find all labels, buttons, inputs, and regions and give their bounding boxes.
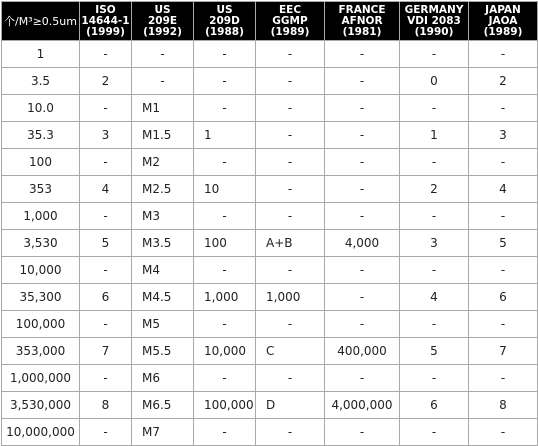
class-cell: - [325,419,400,446]
table-row [2,41,538,68]
class-cell: C [256,338,325,365]
table-row [2,95,538,122]
header-standard-4 [256,2,325,41]
class-cell: 7 [80,338,132,365]
concentration-cell: 10.0 [2,95,80,122]
table-row [2,284,538,311]
header-particle-concentration [2,2,80,41]
header-line: (1999) [86,25,125,38]
concentration-cell: 35.3 [2,122,80,149]
header-line: JAPAN [485,3,521,16]
header-line: (1989) [483,25,523,38]
class-cell: - [400,95,469,122]
class-cell: 1 [400,122,469,149]
class-cell: - [469,41,538,68]
class-cell: A+B [256,230,325,257]
class-cell: M2.5 [132,176,194,203]
header-line: EEC [278,3,302,16]
class-cell: 6 [80,284,132,311]
class-cell: - [400,419,469,446]
header-line: 个/M³≥0.5um [3,14,77,28]
header-line: 209D [209,14,240,27]
concentration-cell: 1,000 [2,203,80,230]
concentration-cell: 3,530,000 [2,392,80,419]
class-cell: 6 [469,284,538,311]
class-cell: - [400,149,469,176]
class-cell: 2 [469,68,538,95]
class-cell: - [325,311,400,338]
header-line: (1989) [270,25,310,38]
header-line: (1992) [143,25,182,38]
class-cell: - [132,41,194,68]
class-cell: 3 [80,122,132,149]
table-body [2,41,538,446]
class-cell: - [80,419,132,446]
class-cell: 3 [469,122,538,149]
class-cell: - [80,257,132,284]
class-cell: - [256,365,325,392]
class-cell: - [325,257,400,284]
class-cell: - [325,122,400,149]
class-cell: - [194,365,256,392]
class-cell: 1,000 [256,284,325,311]
class-cell: M6 [132,365,194,392]
header-standard-7 [469,2,538,41]
class-cell: 100 [194,230,256,257]
class-cell: - [256,203,325,230]
class-cell: 2 [400,176,469,203]
class-cell: 4 [469,176,538,203]
table-row [2,122,538,149]
header-line: (1988) [205,25,244,38]
class-cell: - [469,365,538,392]
class-cell: M4 [132,257,194,284]
class-cell: - [194,149,256,176]
table-row [2,338,538,365]
class-cell: 400,000 [325,338,400,365]
class-cell: - [256,257,325,284]
table-row [2,203,538,230]
class-cell: 8 [80,392,132,419]
class-cell: 5 [80,230,132,257]
class-cell: - [469,203,538,230]
class-cell: 4 [400,284,469,311]
class-cell: 5 [400,338,469,365]
class-cell: M3 [132,203,194,230]
header-line: AFNOR [341,14,383,27]
concentration-cell: 3,530 [2,230,80,257]
class-cell: M5.5 [132,338,194,365]
table-row [2,68,538,95]
class-cell: M1.5 [132,122,194,149]
class-cell: 3 [400,230,469,257]
header-standard-1 [80,2,132,41]
class-cell: - [325,41,400,68]
concentration-cell: 10,000,000 [2,419,80,446]
class-cell: - [469,311,538,338]
header-line: ISO [95,3,116,16]
header-line: VDI 2083 [407,14,461,27]
header-standard-5 [325,2,400,41]
concentration-cell: 353,000 [2,338,80,365]
class-cell: M7 [132,419,194,446]
table-row [2,365,538,392]
concentration-cell: 100 [2,149,80,176]
header-line: US [216,3,233,16]
class-cell: 5 [469,230,538,257]
class-cell: - [325,176,400,203]
header-line: 209E [147,14,178,27]
class-cell: - [325,68,400,95]
concentration-cell: 353 [2,176,80,203]
class-cell: 0 [400,68,469,95]
class-cell: 10,000 [194,338,256,365]
class-cell: - [194,257,256,284]
class-cell: 7 [469,338,538,365]
class-cell: - [256,95,325,122]
concentration-cell: 1 [2,41,80,68]
table-row [2,419,538,446]
class-cell: 2 [80,68,132,95]
header-line: 14644-1 [81,14,130,27]
concentration-cell: 1,000,000 [2,365,80,392]
class-cell: - [400,203,469,230]
header-line: (1990) [414,25,454,38]
class-cell: - [469,257,538,284]
class-cell: - [400,311,469,338]
class-cell: - [256,122,325,149]
class-cell: - [194,419,256,446]
class-cell: - [325,149,400,176]
class-cell: - [400,41,469,68]
class-cell: 1,000 [194,284,256,311]
class-cell: M1 [132,95,194,122]
class-cell: - [256,41,325,68]
class-cell: - [469,95,538,122]
concentration-cell: 10,000 [2,257,80,284]
class-cell: - [325,95,400,122]
class-cell: - [80,41,132,68]
class-cell: - [256,176,325,203]
header-row [2,2,538,41]
class-cell: - [256,311,325,338]
class-cell: 8 [469,392,538,419]
class-cell: - [194,68,256,95]
class-cell: 100,000 [194,392,256,419]
header-standard-3 [194,2,256,41]
table-row [2,230,538,257]
class-cell: - [132,68,194,95]
class-cell: - [325,203,400,230]
class-cell: - [400,257,469,284]
table-row [2,392,538,419]
class-cell: M6.5 [132,392,194,419]
class-cell: - [325,365,400,392]
class-cell: M2 [132,149,194,176]
header-line: JAOA [488,14,518,27]
class-cell: - [80,149,132,176]
header-standard-6 [400,2,469,41]
header-line: GERMANY [404,3,464,16]
class-cell: - [80,95,132,122]
table-row [2,311,538,338]
class-cell: - [194,203,256,230]
class-cell: 4,000,000 [325,392,400,419]
class-cell: - [194,311,256,338]
class-cell: - [469,419,538,446]
class-cell: - [469,149,538,176]
class-cell: - [80,203,132,230]
concentration-cell: 3.5 [2,68,80,95]
class-cell: - [325,284,400,311]
class-cell: 4 [80,176,132,203]
class-cell: - [256,68,325,95]
class-cell: - [194,95,256,122]
header-line: (1981) [342,25,382,38]
header-standard-2 [132,2,194,41]
class-cell: - [256,149,325,176]
table-row [2,149,538,176]
header-line: GGMP [272,14,308,27]
class-cell: M3.5 [132,230,194,257]
table-row [2,257,538,284]
header-line: FRANCE [338,3,386,16]
cleanroom-standards-table [1,1,538,446]
class-cell: 10 [194,176,256,203]
class-cell: - [80,365,132,392]
table-row [2,176,538,203]
class-cell: - [256,419,325,446]
header-line: US [154,3,171,16]
class-cell: 4,000 [325,230,400,257]
class-cell: - [194,41,256,68]
class-cell: M4.5 [132,284,194,311]
class-cell: 6 [400,392,469,419]
concentration-cell: 35,300 [2,284,80,311]
concentration-cell: 100,000 [2,311,80,338]
class-cell: - [400,365,469,392]
class-cell: M5 [132,311,194,338]
class-cell: D [256,392,325,419]
class-cell: - [80,311,132,338]
class-cell: 1 [194,122,256,149]
